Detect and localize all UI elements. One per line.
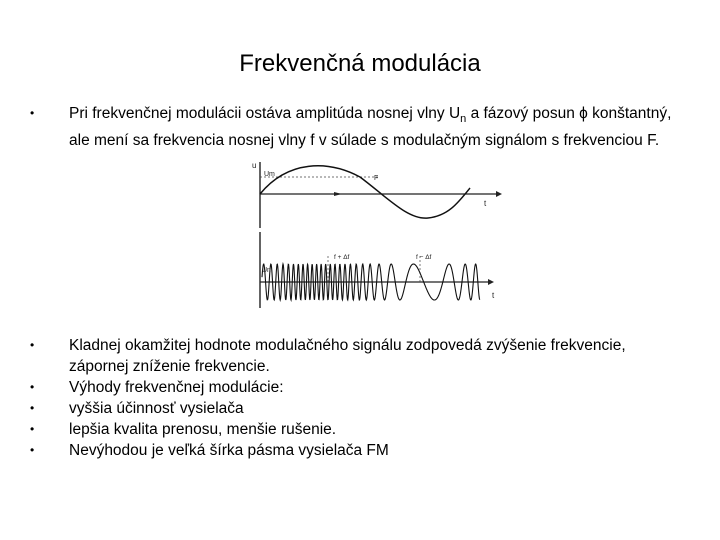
modulating-sine-wave <box>260 166 470 218</box>
top-axis-arrow <box>496 191 502 197</box>
bottom-axis-label: Un <box>262 267 271 274</box>
point-bullet: • Kladnej okamžitej hodnote modulačného signálu zodpovedá zvýšenie frekvencie, zápornej zníženie frekvencie. <box>30 337 626 375</box>
point-bullet: • lepšia kvalita prenosu, menšie rušenie. <box>30 421 337 438</box>
subscript-n: n <box>460 113 467 126</box>
bullet-dot: • <box>30 443 35 457</box>
bullet-dot: • <box>30 380 35 394</box>
bottom-axis-arrow <box>488 279 494 285</box>
fm-waveform-figure <box>248 158 518 310</box>
intro-text: Pri frekvenčnej modulácii ostáva amplitúda nosnej vlny $U_n$ a fázový posun ϕ konštantný, ale mení sa frekvencia nosnej vlny f v súlade s modulačným signálom s frekvenciou F. <box>69 105 672 150</box>
low-freq-label: f − Δf <box>416 254 432 261</box>
bottom-time-label: t <box>492 291 495 300</box>
top-freq-label: F <box>374 175 379 182</box>
intro-bullet <box>0 103 720 151</box>
bullet-dot: • <box>30 338 35 352</box>
point-bullet: • vyššia účinnosť vysielača <box>30 400 244 417</box>
point-bullet: • Nevýhodou je veľká šírka pásma vysielača FM <box>30 442 389 459</box>
top-time-label: t <box>484 199 487 208</box>
mid-arrow <box>334 192 342 196</box>
top-axis-label: u <box>252 161 257 170</box>
bullet-dot: • <box>30 422 35 436</box>
top-amplitude-label: Um <box>264 171 275 178</box>
slide-title: Frekvenčná modulácia <box>239 50 481 78</box>
bullet-dot: • <box>30 106 35 120</box>
intro-bullet-list <box>0 103 720 151</box>
point-bullet: • Výhody frekvenčnej modulácie: <box>30 379 284 396</box>
points-bullet-list <box>0 335 720 461</box>
bullet-dot: • <box>30 401 35 415</box>
high-freq-label: f + Δf <box>334 254 350 261</box>
